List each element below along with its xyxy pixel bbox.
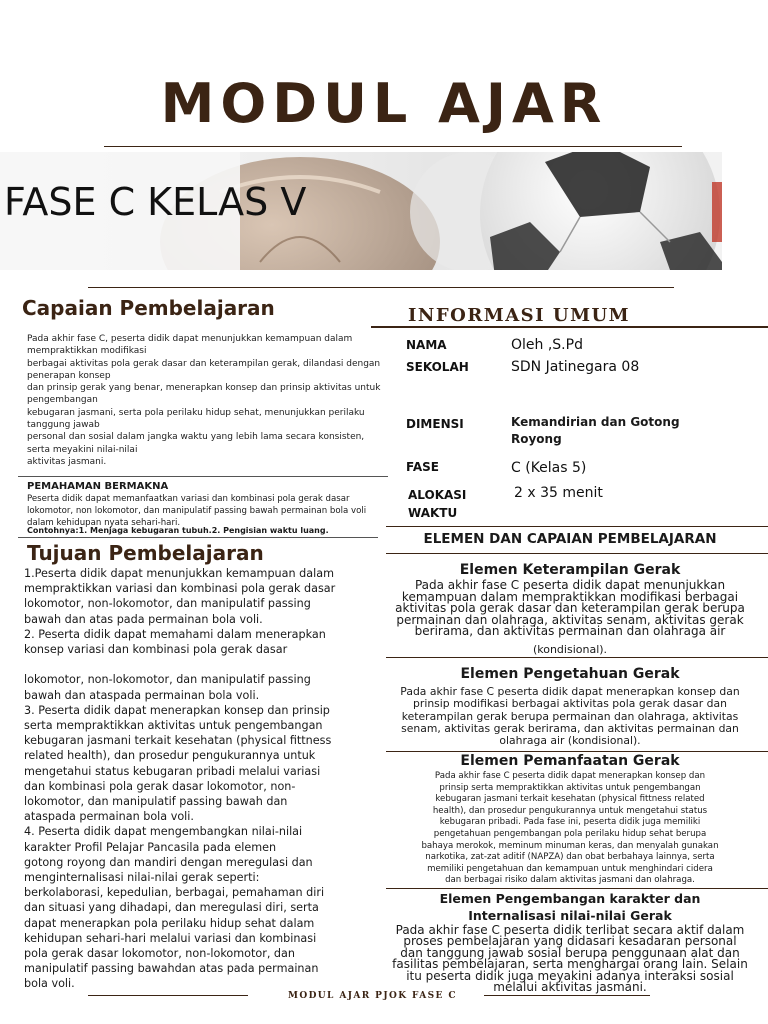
capaian-line: personal dan sosial dalam jangka waktu yang lebih lama secara konsisten, [27,432,365,443]
pemahaman-divider [18,537,378,538]
pengembangan-title-line: Elemen Pengembangan karakter dan [439,891,701,906]
tujuan-text [24,566,369,992]
pemanfaatan-line: bahaya merokok, meminum minuman keras, dan menyalah gunakan [421,840,719,851]
info-label-dimensi: DIMENSI [406,417,464,431]
tujuan-line: kebugaran jasmani terkait kesehatan (physical fittness [24,734,332,748]
tujuan-line: 4. Peserta didik dapat mengembangkan nilai-nilai [24,825,303,839]
pengetahuan-line: keterampilan gerak berupa permainan dan olahraga, aktivitas [401,709,739,723]
capaian-heading: Capaian Pembelajaran [22,296,275,320]
footer-rule-right [484,995,650,996]
pengetahuan-rule [386,751,768,752]
keterampilan-line: aktivitas pola gerak dasar dan keterampilan gerak berupa [395,601,745,616]
pengetahuan-line: Pada akhir fase C peserta didik dapat menerapkan konsep dan [400,685,740,698]
pemanfaatan-line: kebugaran pribadi. Pada fase ini, peserta didik juga memiliki [439,817,701,828]
pengembangan-line: fasilitas pembelajaran, serta menghargai orang lain. Selain [392,957,748,972]
capaian-line: berbagai aktivitas pola gerak dasar dan keterampilan gerak, dilandasi dengan [27,358,381,369]
pengembangan-line: dan tanggung jawab sosial berupa penggunaan alat dan [400,945,740,960]
keterampilan-line: (kondisional). [532,642,608,656]
page-title: MODUL AJAR [160,72,608,135]
pemanfaatan-line: prinsip serta mempraktikkan aktivitas untuk pengembangan [439,782,701,793]
tujuan-line: menginternalisasi nilai-nilai gerak seperti: [24,871,260,885]
tujuan-line: bawah dan atas pada permainan bola voli. [24,612,263,626]
pemanfaatan-title: Elemen Pemanfaatan Gerak [460,753,680,769]
tujuan-line: 1.Peserta didik dapat menunjukkan kemampuan dalam [24,567,334,580]
info-label-fase: FASE [406,460,439,474]
tujuan-line: mengetahui status kebugaran pribadi melalui variasi [24,764,321,778]
info-top-rule [371,326,768,328]
info-label-sekolah: SEKOLAH [406,360,469,374]
keterampilan-text [384,580,756,656]
capaian-line: penerapan konsep [27,370,111,381]
info-bottom-rule [386,526,768,527]
info-value-alokasi: 2 x 35 menit [514,485,603,501]
pengembangan-text [384,925,756,993]
tujuan-heading: Tujuan Pembelajaran [27,541,264,565]
pemahaman-heading: PEMAHAMAN BERMAKNA [27,481,169,492]
capaian-line: kebugaran jasmani, serta pola perilaku hidup sehat, menunjukkan perilaku [27,407,365,418]
tujuan-line: karakter Profil Pelajar Pancasila pada elemen [24,840,277,854]
elemen-heading: ELEMEN DAN CAPAIAN PEMBELAJARAN [423,531,717,547]
tujuan-line: lokomotor, non-lokomotor, dan manipulatif passing [24,673,311,687]
pemanfaatan-line: narkotika, zat-zat aditif (NAPZA) dan obat berbahaya lainnya, serta [425,852,715,863]
info-value-fase: C (Kelas 5) [511,460,587,476]
tujuan-line: pola gerak dasar lokomotor, non-lokomotor, dan [24,947,295,961]
keterampilan-rule [386,657,768,658]
banner-divider [88,287,674,288]
info-label-alokasi: ALOKASI WAKTU [408,488,467,520]
tujuan-line [24,657,369,672]
info-value-nama: Oleh ,S.Pd [511,337,583,353]
tujuan-line: dan situasi yang dihadapi, dan meregulasi diri, serta [24,901,319,915]
footer-rule-left [88,995,248,996]
info-value-sekolah: SDN Jatinegara 08 [511,359,640,375]
pemanfaatan-rule [386,888,768,889]
pengembangan-line: itu peserta didik juga meyakini adanya interaksi sosial [406,968,734,983]
tujuan-line: konsep variasi dan kombinasi pola gerak dasar [24,643,288,657]
pengembangan-line: melalui aktivitas jasmani. [493,980,647,995]
pemanfaatan-line: pengetahuan pengembangan pola perilaku hidup sehat berupa [433,828,707,839]
tujuan-line: bola voli. [24,977,75,991]
tujuan-line: dapat menerapkan pola perilaku hidup sehat dalam [24,916,315,930]
tujuan-line: 2. Peserta didik dapat memahami dalam menerapkan [24,627,326,641]
keterampilan-line: Pada akhir fase C peserta didik dapat menunjukkan [414,578,726,592]
pemanfaatan-line: health), dan prosedur pengukurannya untuk mengetahui status [432,805,708,816]
pemahaman-line: Peserta didik dapat memanfaatkan variasi dan kombinasi pola gerak dasar [27,494,350,504]
capaian-line: tanggung jawab [27,420,100,431]
pemanfaatan-line: kebugaran jasmani terkait kesehatan (physical fittness related [435,794,705,805]
tujuan-line: related health), dan prosedur pengukurannya untuk [24,749,316,763]
capaian-line: dan prinsip gerak yang benar, menerapkan konsep dan prinsip aktivitas untuk [27,383,381,394]
tujuan-line: kehidupan sehari-hari melalui variasi dan kombinasi [24,931,317,945]
capaian-line: Pada akhir fase C, peserta didik dapat menunjukkan kemampuan dalam [27,334,353,344]
pemanfaatan-line: Pada akhir fase C peserta didik dapat menerapkan konsep dan [434,771,706,781]
info-label-nama: NAMA [406,338,447,352]
pemanfaatan-line: dan berbagai risiko dalam aktivitas jasmani dan olahraga. [445,875,695,886]
keterampilan-line: berirama, dan aktivitas permainan dan olahraga air [414,624,726,639]
tujuan-line: mempraktikkan variasi dan kombinasi pola gerak dasar [24,582,336,596]
tujuan-line: manipulatif passing bawahdan atas pada permainan [24,962,319,976]
tujuan-line: bawah dan ataspada permainan bola voli. [24,688,260,702]
capaian-line: serta meyakini nilai-nilai [27,444,138,455]
pemahaman-text [27,493,387,529]
keterampilan-title: Elemen Keterampilan Gerak [459,562,681,578]
capaian-text [27,333,382,468]
pengembangan-title [384,891,756,924]
pemanfaatan-text [384,771,756,887]
tujuan-line: lokomotor, non-lokomotor, dan manipulatif passing [24,597,311,611]
tujuan-line: lokomotor, dan manipulatif passing bawah dan [24,795,288,809]
pemahaman-example: Contohnya:1. Menjaga kebugaran tubuh.2. Pengisian waktu luang. [27,526,329,535]
capaian-line: mempraktikkan modifikasi [27,346,147,357]
footer-text: MODUL AJAR PJOK FASE C [288,991,457,1001]
pengembangan-line: proses pembelajaran yang didasari kesadaran personal [403,934,737,949]
pemanfaatan-line: memiliki pengetahuan dan kemampuan untuk menghindari cidera [427,863,713,874]
pengembangan-line: Pada akhir fase C peserta didik terlibat secara aktif dalam [395,923,745,937]
pemahaman-line: dalam kehidupan nyata sehari-hari. [27,518,181,528]
pengetahuan-title: Elemen Pengetahuan Gerak [460,666,680,682]
title-divider [104,146,682,147]
tujuan-line: gotong royong dan mandiri dengan meregulasi dan [24,855,313,869]
banner-title: FASE C KELAS V [4,180,307,224]
tujuan-line: 3. Peserta didik dapat menerapkan konsep dan prinsip [24,703,330,717]
tujuan-line: serta mempraktikkan aktivitas untuk pengembangan [24,719,323,733]
info-heading: INFORMASI UMUM [404,305,634,326]
pengetahuan-line: olahraga air (kondisional). [499,734,641,748]
capaian-line: aktivitas jasmani. [27,456,107,467]
tujuan-line: dan kombinasi pola gerak dasar lokomotor, non- [24,779,296,793]
keterampilan-line: permainan dan olahraga, aktivitas senam, aktivitas gerak [396,612,744,627]
elemen-heading-rule [386,553,768,554]
pemahaman-line: lokomotor, non lokomotor, dan manipulatif passing bawah permainan bola voli [27,506,367,516]
info-value-dimensi: Kemandirian dan Gotong Royong [511,415,680,446]
keterampilan-line: kemampuan dalam mempraktikkan modifikasi berbagai [401,589,739,604]
pengetahuan-text [384,686,756,747]
capaian-line: pengembangan [27,395,98,406]
pengetahuan-line: prinsip modifikasi berbagai aktivitas pola gerak dasar dan [413,697,727,711]
tujuan-line: berkolaborasi, kepedulian, berbagai, pemahaman diri [24,886,325,900]
pengetahuan-line: senam, aktivitas gerak berirama, dan aktivitas permainan dan [401,721,739,735]
pengembangan-title-line: Internalisasi nilai-nilai Gerak [468,907,672,923]
capaian-divider [18,476,388,477]
tujuan-line: ataspada permainan bola voli. [24,810,194,824]
